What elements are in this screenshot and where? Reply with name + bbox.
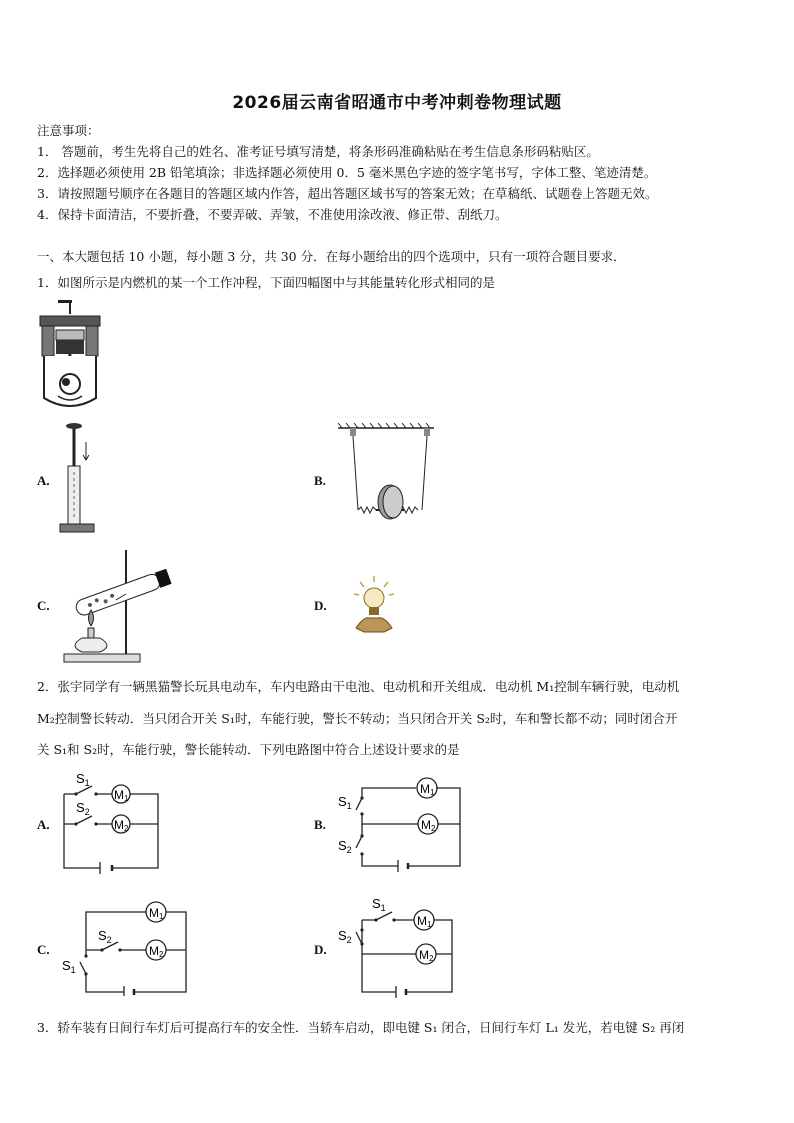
question-3-stem: 3．轿车装有日间行车灯后可提高行车的安全性．当轿车启动，即电键 S₁ 闭合，日间行车灯 L₁ 发光，若电键 S₂ 再闭 xyxy=(37,1020,685,1035)
svg-text:M1: M1 xyxy=(149,906,164,921)
q2-option-a-label: A. xyxy=(37,817,50,832)
pump-figure xyxy=(58,420,98,538)
question-2-line: 2．张宇同学有一辆黑猫警长玩具电动车，车内电路由干电池、电动机和开关组成．电动机 M₁控制车辆行驶，电动机 xyxy=(37,679,680,694)
q2-option-d-label: D. xyxy=(314,942,327,957)
svg-text:S1: $S_1$ xyxy=(372,896,386,913)
q2-option-c-label: C. xyxy=(37,942,50,957)
notice-item: 2．选择题必须使用 2B 铅笔填涂；非选择题必须使用 0．5 毫米黑色字迹的签字笔书写，字体工整、笔迹清楚。 xyxy=(37,165,657,180)
circuit-a-diagram xyxy=(60,768,164,874)
question-1-stem: 1．如图所示是内燃机的某一个工作冲程，下面四幅图中与其能量转化形式相同的是 xyxy=(37,275,495,290)
notice-item: 3．请按照题号顺序在各题目的答题区域内作答，超出答题区域书写的答案无效；在草稿纸、试题卷上答题无效。 xyxy=(37,186,658,201)
svg-text:M2: M2 xyxy=(149,944,164,959)
test-tube-heating-figure xyxy=(60,546,180,666)
svg-text:M1: M1 xyxy=(114,788,129,803)
circuit-b-diagram xyxy=(336,774,464,872)
svg-text:S2: $S_2$ xyxy=(338,838,352,855)
question-2-line: M₂控制警长转动．当只闭合开关 S₁时，车能行驶，警长不转动；当只闭合开关 S₂时，车和警长都不动；同时闭合开 xyxy=(37,711,678,726)
svg-text:M2: M2 xyxy=(114,818,129,833)
option-b-label: B. xyxy=(314,473,326,488)
svg-text:S1: $S_1$ xyxy=(76,771,90,788)
question-2-line: 关 S₁和 S₂时，车能行驶，警长能转动．下列电路图中符合上述设计要求的是 xyxy=(37,742,460,757)
svg-text:S2: $S_2$ xyxy=(338,928,352,945)
rolling-wheel-figure xyxy=(336,422,436,520)
circuit-d-diagram xyxy=(336,894,456,998)
option-a-label: A. xyxy=(37,473,50,488)
svg-text:M2: M2 xyxy=(421,818,436,833)
engine-cylinder-figure xyxy=(36,300,104,412)
q2-option-b-label: B. xyxy=(314,817,326,832)
option-d-label: D. xyxy=(314,598,327,613)
notice-item: 1． 答题前，考生先将自己的姓名、准考证号填写清楚，将条形码准确粘贴在考生信息条形码粘贴区。 xyxy=(37,144,599,159)
svg-text:S2: $S_2$ xyxy=(76,800,90,817)
svg-text:M2: M2 xyxy=(419,948,434,963)
circuit-c-diagram xyxy=(60,898,190,996)
section-heading: 一、本大题包括 10 小题，每小题 3 分，共 30 分．在每小题给出的四个选项中，只有一项符合题目要求． xyxy=(37,249,626,264)
light-bulb-figure xyxy=(350,574,400,636)
svg-text:S1: $S_1$ xyxy=(62,958,76,975)
svg-text:S2: $S_2$ xyxy=(98,928,112,945)
notice-item: 4．保持卡面清洁，不要折叠，不要弄破、弄皱，不准使用涂改液、修正带、刮纸刀。 xyxy=(37,207,508,222)
svg-text:M1: M1 xyxy=(420,782,435,797)
notice-heading: 注意事项： xyxy=(37,123,100,138)
page-title: 2026届云南省昭通市中考冲刺卷物理试题 xyxy=(232,93,562,113)
svg-text:S1: $S_1$ xyxy=(338,794,352,811)
svg-text:M1: M1 xyxy=(417,914,432,929)
option-c-label: C. xyxy=(37,598,50,613)
